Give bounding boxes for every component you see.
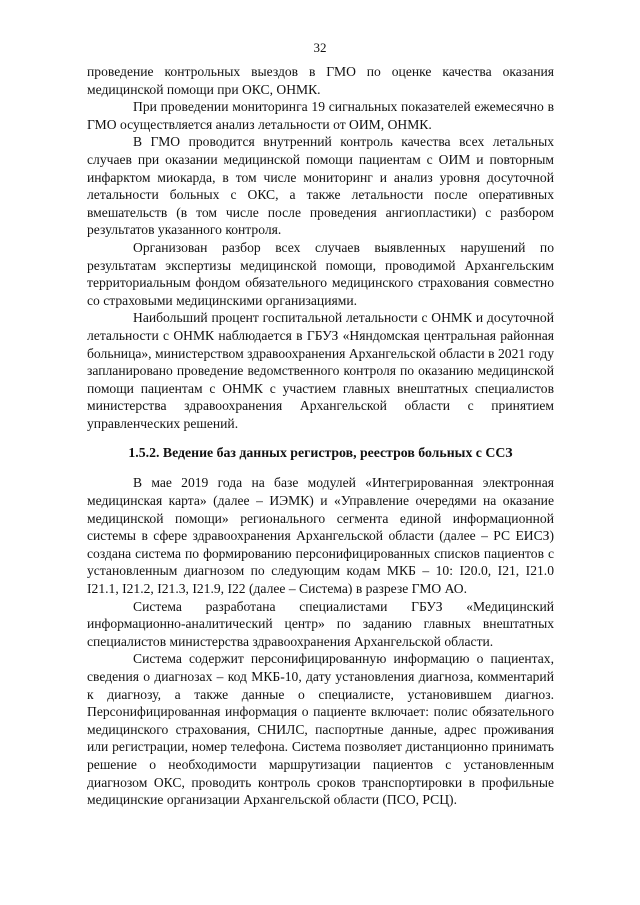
paragraph: В мае 2019 года на базе модулей «Интегрированная электронная медицинская карта» (далее – ИЭМК) и «Управление очередями на оказание медицинской помощи» регионального сегмента единой информационной системы в сфере здравоохранения Архангельской области (далее – РС ЕИСЗ) создана система по формированию персонифицированных списков пациентов с установленным диагнозом по следующим кодам МКБ – 10: I20.0, I21, I21.0 I21.1, I21.2, I21.3, I21.9, I22 (далее – Система) в разрезе ГМО АО. [87,475,554,597]
paragraph: Система разработана специалистами ГБУЗ «Медицинский информационно-аналитический центр» по заданию главных внештатных специалистов министерства здравоохранения Архангельской области. [87,598,554,649]
paragraph: В ГМО проводится внутренний контроль качества всех летальных случаев при оказании медицинской помощи пациентам с ОИМ и повторным инфарктом миокарда, в том числе мониторинг и анализ уровня досуточной летальности больных с ОКС, а также летальности после оперативных вмешательств (в том числе после проведения ангиопластики) с разбором результатов указанного контроля. [87,134,554,238]
section-heading: 1.5.2. Ведение баз данных регистров, реестров больных с ССЗ [128,445,513,461]
paragraph: проведение контрольных выездов в ГМО по оценке качества оказания медицинской помощи при ОКС, ОНМК. [87,64,554,97]
paragraph: Система содержит персонифицированную информацию о пациентах, сведения о диагнозах – код МКБ-10, дату установления диагноза, комментарий к диагнозу, а также данные о специалисте, установившем диагноз. Персонифицированная информация о пациенте включает: полис обязательного медицинского страхования, СНИЛС, паспортные данные, адрес проживания или регистрации, номер телефона. Система позволяет дистанционно принимать решение о необходимости маршрутизации пациентов с установленным диагнозом ОКС, проводить контроль сроков транспортировки в профильные медицинские организации Архангельской области (ПСО, РСЦ). [87,651,554,808]
document-body [87,63,554,809]
page-number: 32 [313,40,327,55]
paragraph: Организован разбор всех случаев выявленных нарушений по результатам экспертизы медицинской помощи, проводимой Архангельским территориальным фондом обязательного медицинского страхования совместно со страховыми медицинскими организациями. [87,239,554,308]
paragraph: Наибольший процент госпитальной летальности с ОНМК и досуточной летальности с ОНМК наблюдается в ГБУЗ «Няндомская центральная районная больница», министерством здравоохранения Архангельской области в 2021 году запланировано проведение ведомственного контроля по оказанию медицинской помощи пациентам с ОНМК с участием главных внештатных специалистов министерства здравоохранения Архангельской области с принятием управленческих решений. [87,310,554,431]
paragraph: При проведении мониторинга 19 сигнальных показателей ежемесячно в ГМО осуществляется анализ летальности от ОИМ, ОНМК. [87,99,554,132]
